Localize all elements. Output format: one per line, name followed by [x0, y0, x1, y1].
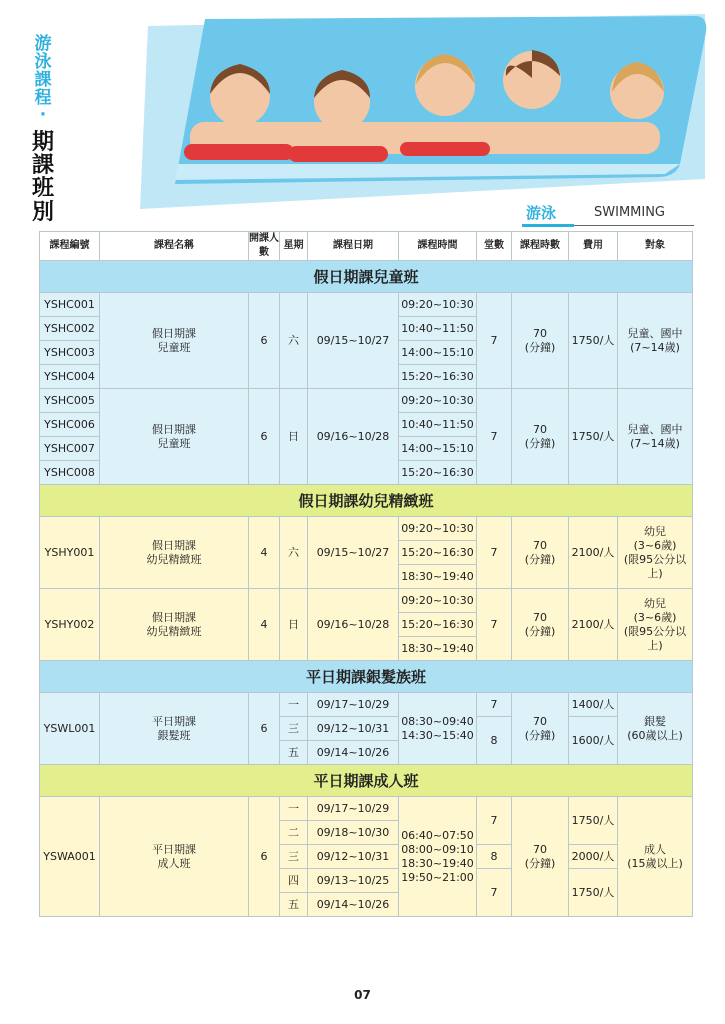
course-sessions: 7 [477, 389, 512, 485]
course-day: 六 [280, 293, 308, 389]
course-time: 06:40~07:50 08:00~09:10 18:30~19:40 19:50~21:00 [399, 797, 477, 917]
table-header-row [40, 232, 693, 261]
course-fee: 1600/人 [569, 717, 618, 765]
course-sessions: 7 [477, 589, 512, 661]
course-hours: 70 (分鐘) [512, 693, 569, 765]
hero-banner-photo [120, 14, 710, 214]
course-sessions: 7 [477, 517, 512, 589]
header-day: 星期 [280, 232, 308, 261]
course-day: 一 [280, 797, 308, 821]
course-code: YSHC003 [40, 341, 100, 365]
course-time: 08:30~09:40 14:30~15:40 [399, 693, 477, 765]
course-time: 09:20~10:30 [399, 293, 477, 317]
course-code: YSHC002 [40, 317, 100, 341]
table-row [40, 693, 693, 717]
header-code: 課程編號 [40, 232, 100, 261]
course-time: 14:00~15:10 [399, 341, 477, 365]
course-time: 09:20~10:30 [399, 589, 477, 613]
course-name: 假日期課 兒童班 [100, 389, 249, 485]
course-day: 三 [280, 845, 308, 869]
table-row [40, 589, 693, 613]
course-dates: 09/12~10/31 [308, 845, 399, 869]
course-dates: 09/13~10/25 [308, 869, 399, 893]
header-target: 對象 [618, 232, 693, 261]
section-row-senior [40, 661, 693, 693]
course-time: 15:20~16:30 [399, 541, 477, 565]
header-fee: 費用 [569, 232, 618, 261]
course-count: 4 [249, 517, 280, 589]
course-time: 09:20~10:30 [399, 517, 477, 541]
course-count: 4 [249, 589, 280, 661]
course-time: 15:20~16:30 [399, 365, 477, 389]
course-code: YSHC006 [40, 413, 100, 437]
course-sessions: 8 [477, 845, 512, 869]
header-name: 課程名稱 [100, 232, 249, 261]
course-time: 18:30~19:40 [399, 637, 477, 661]
section-title: 平日期課銀髮族班 [40, 661, 693, 693]
course-day: 日 [280, 589, 308, 661]
table-row [40, 517, 693, 541]
course-time: 10:40~11:50 [399, 413, 477, 437]
course-sessions: 7 [477, 869, 512, 917]
course-dates: 09/15~10/27 [308, 517, 399, 589]
course-count: 6 [249, 293, 280, 389]
course-hours: 70 (分鐘) [512, 389, 569, 485]
course-time: 10:40~11:50 [399, 317, 477, 341]
header-hours: 課程時數 [512, 232, 569, 261]
course-code: YSHC001 [40, 293, 100, 317]
course-dates: 09/12~10/31 [308, 717, 399, 741]
course-day: 五 [280, 893, 308, 917]
course-count: 6 [249, 693, 280, 765]
page-number: 07 [354, 988, 371, 1002]
course-fee: 2100/人 [569, 517, 618, 589]
course-day: 日 [280, 389, 308, 485]
side-title-term: 期 課 班 別 [32, 130, 55, 225]
course-dates: 09/18~10/30 [308, 821, 399, 845]
course-hours: 70 (分鐘) [512, 293, 569, 389]
course-time: 18:30~19:40 [399, 565, 477, 589]
course-target: 成人 (15歲以上) [618, 797, 693, 917]
course-sessions: 8 [477, 717, 512, 765]
course-hours: 70 (分鐘) [512, 589, 569, 661]
course-fee: 1750/人 [569, 797, 618, 845]
header-sessions: 堂數 [477, 232, 512, 261]
course-target: 幼兒 (3~6歲) (限95公分以上) [618, 589, 693, 661]
course-hours: 70 (分鐘) [512, 517, 569, 589]
course-name: 平日期課 銀髮班 [100, 693, 249, 765]
course-target: 幼兒 (3~6歲) (限95公分以上) [618, 517, 693, 589]
tag-divider-line [574, 225, 694, 226]
course-day: 二 [280, 821, 308, 845]
course-day: 一 [280, 693, 308, 717]
course-fee: 2100/人 [569, 589, 618, 661]
course-fee: 1750/人 [569, 293, 618, 389]
course-dates: 09/17~10/29 [308, 797, 399, 821]
course-time: 14:00~15:10 [399, 437, 477, 461]
course-dates: 09/15~10/27 [308, 293, 399, 389]
section-title: 平日期課成人班 [40, 765, 693, 797]
table-row [40, 797, 693, 821]
course-sessions: 7 [477, 293, 512, 389]
course-code: YSWL001 [40, 693, 100, 765]
course-fee: 1750/人 [569, 389, 618, 485]
course-code: YSHC008 [40, 461, 100, 485]
course-target: 兒童、國中 (7~14歲) [618, 293, 693, 389]
course-time: 15:20~16:30 [399, 613, 477, 637]
header-dates: 課程日期 [308, 232, 399, 261]
swimming-tag [522, 202, 672, 224]
course-target: 銀髮 (60歲以上) [618, 693, 693, 765]
course-fee: 1750/人 [569, 869, 618, 917]
course-count: 6 [249, 797, 280, 917]
course-code: YSHC004 [40, 365, 100, 389]
course-code: YSHY001 [40, 517, 100, 589]
course-hours: 70 (分鐘) [512, 797, 569, 917]
course-code: YSWA001 [40, 797, 100, 917]
course-name: 假日期課 兒童班 [100, 293, 249, 389]
course-dates: 09/17~10/29 [308, 693, 399, 717]
header-time: 課程時間 [399, 232, 477, 261]
course-day: 四 [280, 869, 308, 893]
header-count: 開課人數 [249, 232, 280, 261]
table-row [40, 293, 693, 317]
tag-en: SWIMMING [594, 205, 666, 220]
course-code: YSHC005 [40, 389, 100, 413]
table-row [40, 389, 693, 413]
course-time: 15:20~16:30 [399, 461, 477, 485]
course-day: 三 [280, 717, 308, 741]
course-dates: 09/14~10/26 [308, 893, 399, 917]
course-name: 平日期課 成人班 [100, 797, 249, 917]
section-title: 假日期課兒童班 [40, 261, 693, 293]
course-name: 假日期課 幼兒精緻班 [100, 517, 249, 589]
course-dates: 09/14~10/26 [308, 741, 399, 765]
course-code: YSHC007 [40, 437, 100, 461]
course-schedule-table [39, 231, 693, 917]
course-day: 五 [280, 741, 308, 765]
course-count: 6 [249, 389, 280, 485]
course-fee: 1400/人 [569, 693, 618, 717]
course-sessions: 7 [477, 797, 512, 845]
course-dates: 09/16~10/28 [308, 589, 399, 661]
course-code: YSHY002 [40, 589, 100, 661]
section-row-children [40, 261, 693, 293]
tag-zh: 游泳 [526, 204, 557, 222]
course-fee: 2000/人 [569, 845, 618, 869]
tag-accent-line [522, 224, 574, 227]
side-title-course: 游 泳 課 程 ‧ [34, 34, 52, 126]
section-row-toddler [40, 485, 693, 517]
course-sessions: 7 [477, 693, 512, 717]
course-name: 假日期課 幼兒精緻班 [100, 589, 249, 661]
course-target: 兒童、國中 (7~14歲) [618, 389, 693, 485]
section-row-adult [40, 765, 693, 797]
course-dates: 09/16~10/28 [308, 389, 399, 485]
side-title [32, 36, 54, 224]
section-title: 假日期課幼兒精緻班 [40, 485, 693, 517]
course-day: 六 [280, 517, 308, 589]
course-time: 09:20~10:30 [399, 389, 477, 413]
